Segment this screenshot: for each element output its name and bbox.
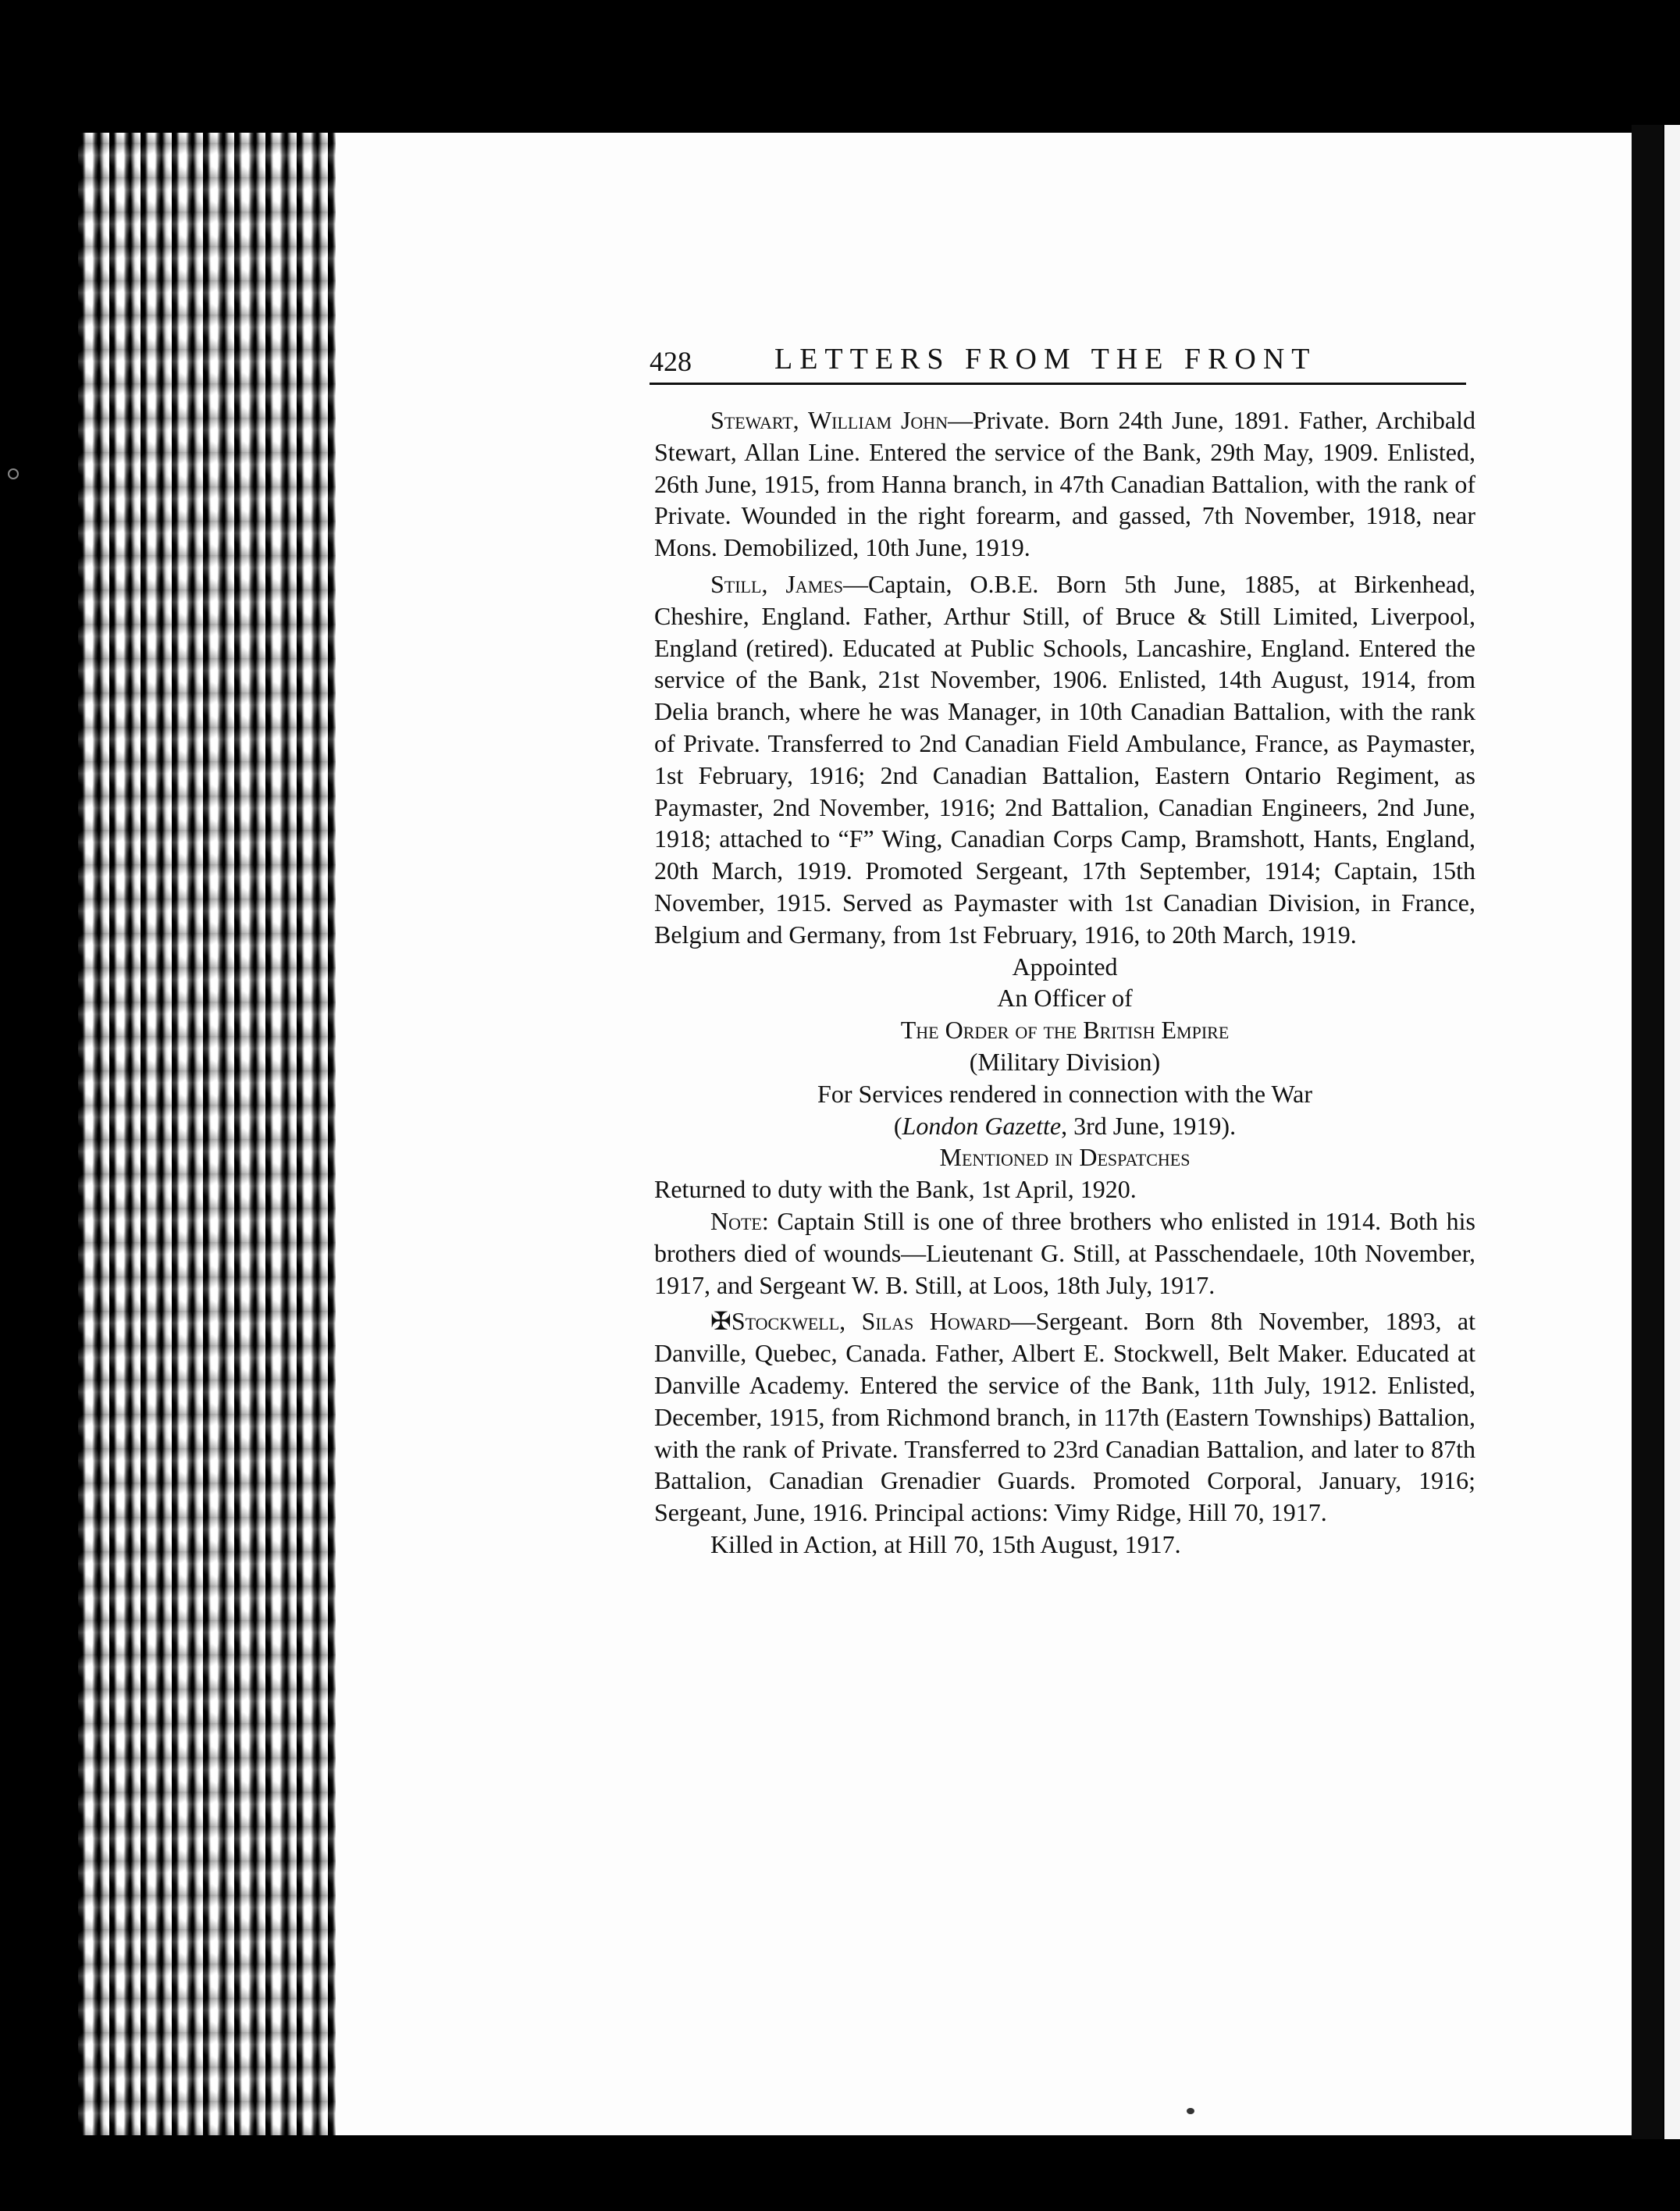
entry-name: Still, James <box>710 569 843 598</box>
entry-text: —Private. Born 24th June, 1891. Father, Archibald Stewart, Allan Line. Entered the service of the Bank, 29th May, 1909. Enlisted, 26th June, 1915, from Hanna branch, in 47th Canadian Battalion, with the rank of Private. Wounded in the right forearm, and gassed, 7th November, 1918, near Mons. Demobilized, 10th June, 1919. <box>654 406 1475 562</box>
entry-name: Stockwell, Silas Howard <box>731 1307 1011 1336</box>
entry-text: —Captain, O.B.E. Born 5th June, 1885, at Birkenhead, Cheshire, England. Father, Arthur Still, of Bruce & Still Limited, Liverpool, England (retired). Educated at Public Schools, Lancashire, England. Entered the service of the Bank, 21st November, 1906. Enlisted, 14th August, 1914, from Delia branch, where he was Manager, in 10th Canadian Battalion, with the rank of Private. Transferred to 2nd Canadian Field Ambulance, France, as Paymaster, 1st February, 1916; 2nd Canadian Battalion, Eastern Ontario Regiment, as Paymaster, 2nd November, 1916; 2nd Battalion, Canadian Engineers, 2nd June, 1918; attached to “F” Wing, Canadian Corps Camp, Bramshott, Hants, England, 20th March, 1919. Promoted Sergeant, 17th September, 1914; Captain, 15th November, 1915. Served as Paymaster with 1st Canadian Division, in France, Belgium and Germany, from 1st February, 1916, to 20th March, 1919. <box>654 569 1476 949</box>
running-header <box>650 342 1466 385</box>
returned-line: Returned to duty with the Bank, 1st April, 1920. <box>654 1175 1137 1204</box>
gazette-name: London Gazette <box>902 1111 1062 1140</box>
dust-speck <box>8 468 19 479</box>
award-appointed: Appointed <box>1012 952 1118 981</box>
award-services: For Services rendered in connection with the War <box>817 1079 1312 1108</box>
killed-line: Killed in Action, at Hill 70, 15th August, 1917. <box>710 1529 1181 1558</box>
award-order: The Order of the British Empire <box>900 1016 1230 1045</box>
note-text: Captain Still is one of three brothers who enlisted in 1914. Both his brothers died of wounds—Lieutenant G. Still, at Passchendaele, 10th November, 1917, and Sergeant W. B. Still, at Loos, 18th July, 1917. <box>654 1206 1475 1299</box>
award-gazette: (London Gazette, 3rd June, 1919). <box>893 1111 1237 1140</box>
entry-name: Stewart, William John <box>710 406 949 434</box>
award-officer: An Officer of <box>997 984 1133 1013</box>
entry-stewart <box>654 404 1475 564</box>
award-division: (Military Division) <box>969 1047 1161 1076</box>
award-mentioned: Mentioned in Despatches <box>939 1143 1191 1172</box>
note-label: Note: <box>710 1206 769 1235</box>
next-page-edge <box>1664 125 1680 2139</box>
entry-still <box>654 568 1475 951</box>
entry-stockwell <box>654 1305 1475 1529</box>
page-number: 428 <box>650 346 692 377</box>
book-page-edges <box>78 133 336 2135</box>
note <box>654 1205 1475 1301</box>
next-page-shadow <box>1632 125 1663 2139</box>
running-title: LETTERS FROM THE FRONT <box>774 343 1317 376</box>
killed-cross-icon: ✠ <box>710 1307 731 1336</box>
entry-text: —Sergeant. Born 8th November, 1893, at Danville, Quebec, Canada. Father, Albert E. Stockwell, Belt Maker. Educated at Danville Academy. Entered the service of the Bank, 11th July, 1912. Enlisted, December, 1915, from Richmond branch, in 117th (Eastern Townships) Battalion, with the rank of Private. Transferred to 23rd Canadian Battalion, and later to 87th Battalion, Canadian Grenadier Guards. Promoted Corporal, January, 1916; Sergeant, June, 1916. Principal actions: Vimy Ridge, Hill 70, 1917. <box>654 1307 1476 1527</box>
page-body <box>654 404 1475 1561</box>
dust-speck <box>1187 2108 1194 2114</box>
